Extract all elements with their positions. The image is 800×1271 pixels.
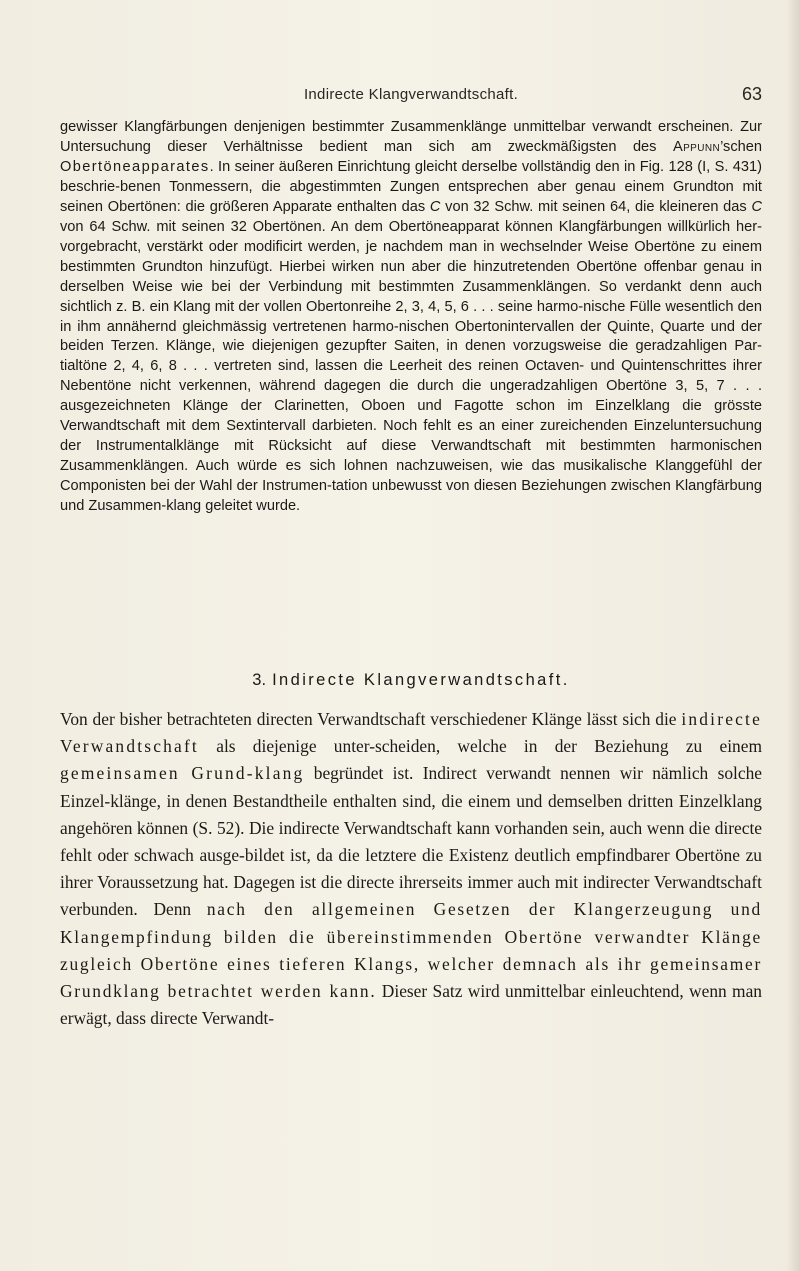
section-heading [60,671,762,690]
paragraph-text [60,706,762,1032]
paragraph-text [60,118,762,517]
section-title: Indirecte Klangverwandtschaft. [272,671,570,689]
page-header [60,86,762,112]
spaced-term-indirecte: indirecte Verwandtschaft [60,709,762,757]
text-run: Dieser Satz wird unmittelbar einleuchtend, wenn man erwägt, dass directe Verwandt- [60,981,762,1029]
author-name-smallcaps: Appunn [672,138,721,155]
spaced-term-grundklang: gemeinsamen Grund-klang [60,763,305,784]
spaced-term-apparatus: Obertöneapparates [60,158,210,175]
text-run: Von der bisher betrachteten directen Verwandtschaft verschiedener Klänge lässt sich die [60,709,682,729]
paragraph-obertoene-apparat [60,118,762,517]
page-number: 63 [741,84,762,104]
text-run: von 64 Schw. mit seinen 32 Obertönen. An dem Obertöneapparat können Klangfärbungen willkürlich her-vorgebracht, verstärkt oder modificirt werden, je nachdem man in wechselnder Weise Obertöne zu einem bestimmten Grundton hinzufügt. Hierbei wirken nun aber die hinzutretenden Obertöne offenbar genau in derselben Weise wie bei der Verbindung mit bestimmten Zusammenklängen. So verdankt denn auch sichtlich z. B. ein Klang mit der vollen Obertonreihe 2, 3, 4, 5, 6 . . . seine harmo-nische Fülle wesentlich den in ihm annähernd gleichmässig vertretenen harmo-nischen Obertonintervallen der Quinte, Quarte und der beiden Terzen. Klänge, wie diejenigen gezupfter Saiten, in denen vorzugsweise die geradzahligen Par-tialtöne 2, 4, 6, 8 . . . vertreten sind, lassen die Leerheit des reinen Octaven- und Quintenschrittes ihrer Nebentöne nicht verkennen, während dagegen die durch die ungeradzahligen Obertöne 3, 5, 7 . . . ausgezeichneten Klänge der Clarinetten, Oboen und Fagotte schon im Einzelklang die grösste Verwandtschaft mit dem Sextintervall darbieten. Noch fehlt es an einer zureichenden Einzeluntersuchung der Instrumentalklänge mit Rücksicht auf diese Verwandtschaft mit bestimmten harmonischen Zusammenklängen. Auch würde es sich lohnen nachzuweisen, wie das musikalische Klanggefühl der Componisten bei der Wahl der Instrumen-tation unbewusst von diesen Beziehungen zwischen Klangfärbung und Zusammen-klang geleitet wurde. [60,218,762,515]
text-run: gewisser Klangfärbungen denjenigen bestimmter Zusammenklänge unmittelbar verwandt erscheinen. Zur Untersuchung dieser Verhältnisse bedient man sich am zweckmäßigsten des [60,119,762,155]
page-edge-shadow [786,0,800,1271]
text-run: begründet ist. Indirect verwandt nennen wir nämlich solche Einzel-klänge, in denen Bestandtheile enthalten sind, die einem und demselben dritten Einzelklang angehören können (S. 52). Die indirecte Verwandtschaft kann vorhanden sein, auch wenn die directe fehlt oder schwach ausge-bildet ist, da die letztere die Existenz deutlich empfindbarer Obertöne zu ihrer Voraussetzung hat. Dagegen ist die directe ihrerseits immer auch mit indirecter Verwandtschaft verbunden. Denn [60,763,762,920]
spaced-law-statement: nach den allgemeinen Gesetzen der Klangerzeugung und Klangempfindung bilden die übereinstimmenden Obertöne verwandter Klänge zugleich Obertöne eines tieferen Klangs, welcher demnach als ihr gemeinsamer Grundklang betrachtet werden kann. [60,899,762,1002]
text-run: als diejenige unter-scheiden, welche in der Beziehung zu einem [198,736,762,757]
italic-note-c: C [429,198,441,215]
running-title: Indirecte Klangverwandtschaft. [303,86,519,103]
text-run: von 32 Schw. mit seinen 64, die kleineren das [440,198,752,215]
section-number: 3. [252,671,267,689]
text-run: ’schen [720,138,762,155]
text-run: . In seiner äußeren Einrichtung gleicht derselbe vollständig den in Fig. 128 (I, S. 431) beschrie-benen Tonmessern, die abgestimmten Zungen entsprechen aber genau einem Grundton mit seinen Obertönen: die größeren Apparate enthalten das [60,158,762,215]
paragraph-indirecte-verwandtschaft [60,706,762,1032]
italic-note-c: C [751,198,762,215]
